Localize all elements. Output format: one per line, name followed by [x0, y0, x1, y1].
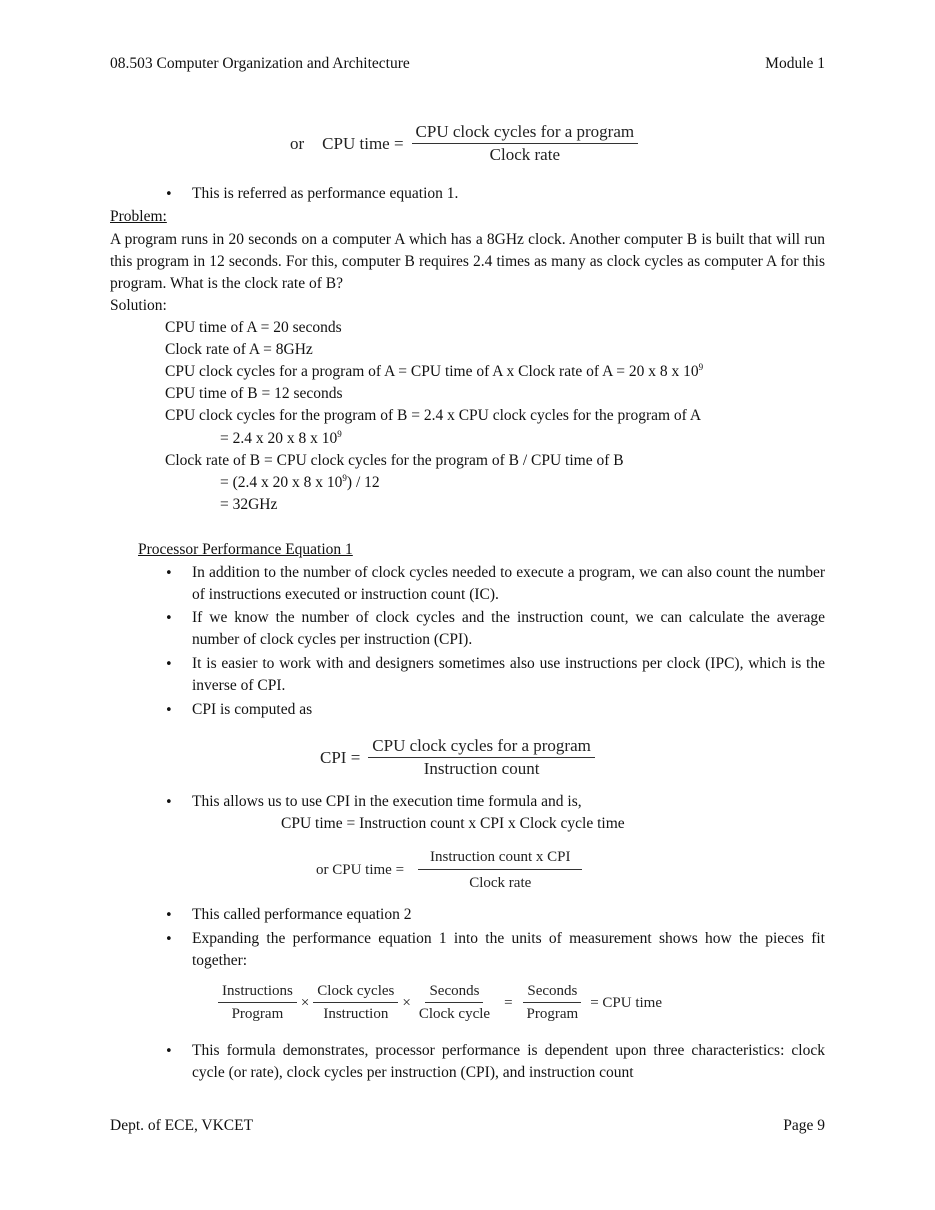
- equation-lhs: CPI =: [320, 747, 361, 767]
- bullet-item: • It is easier to work with and designers sometimes also use instructions per clock (IPC), which is the inverse of CPI.: [165, 653, 825, 697]
- bullet-performance-eq1: • This is referred as performance equation 1.: [165, 183, 825, 205]
- fraction-denominator: Clock rate: [469, 875, 532, 891]
- header-module: Module 1: [765, 55, 825, 72]
- bullet-dot: [165, 1040, 192, 1063]
- fraction: [368, 736, 595, 779]
- fraction: $\frac{\text{Seconds}}{\text{Program}}$: [523, 981, 583, 1024]
- solution-result: = 32GHz: [220, 496, 278, 513]
- footer-department: Dept. of ECE, VKCET: [110, 1117, 254, 1134]
- fraction-denominator: Instruction count: [423, 759, 540, 778]
- section-title: Processor Performance Equation 1: [138, 541, 353, 558]
- solution-line: CPU clock cycles for the program of B = 2.4 x CPU clock cycles for the program of A: [165, 407, 702, 424]
- equation-or: or: [290, 133, 305, 153]
- bullet-dot: [165, 607, 192, 630]
- times-sign: ×: [402, 994, 411, 1011]
- fraction-denominator: Clock rate: [489, 145, 560, 164]
- bullet-dot: [165, 653, 192, 676]
- bullet-dot: [165, 928, 192, 951]
- equation-cpu-time-ic-cpi: [312, 847, 586, 893]
- fraction-numerator: Instruction count x CPI: [418, 847, 582, 870]
- bullet-dot: [165, 904, 192, 927]
- bullet-dot: [165, 562, 192, 585]
- bullet-item: • If we know the number of clock cycles and the instruction count, we can calculate the average number of clock cycles per instruction (CPI).: [165, 607, 825, 651]
- equation-cpi: [316, 736, 599, 779]
- bullet-item: • This called performance equation 2: [165, 904, 825, 926]
- solution-line: Clock rate of A = 8GHz: [165, 341, 313, 358]
- solution-line: = 2.4 x 20 x 8 x $10^9$: [220, 429, 342, 447]
- solution-label: Solution:: [110, 297, 167, 314]
- equation-lhs: CPU time =: [322, 133, 404, 153]
- equals-cpu-time: = CPU time: [590, 994, 663, 1011]
- fraction: $\frac{\text{Instructions}}{\text{Program}}$: [218, 981, 297, 1024]
- bullet-item: • Expanding the performance equation 1 into the units of measurement shows how the pieces fit together:: [165, 928, 825, 972]
- problem-label: Problem:: [110, 208, 167, 225]
- header-course-title: 08.503 Computer Organization and Architecture: [110, 55, 410, 72]
- equation-lhs: or CPU time =: [316, 862, 405, 878]
- bullet-item: • CPI is computed as: [165, 699, 825, 721]
- problem-text: A program runs in 20 seconds on a computer A which has a 8GHz clock. Another computer B is built that will run this program in 12 seconds. For this, computer B requires 2.4 times as many as clock cycles as computer A for this program. What is the clock rate of B?: [110, 231, 825, 292]
- bullet-dot: [165, 183, 192, 206]
- fraction: $\frac{\text{Clock cycles}}{\text{Instruction}}$: [313, 981, 398, 1024]
- solution-line: CPU time of A = 20 seconds: [165, 319, 342, 336]
- equation-units: [214, 981, 666, 1024]
- bullet-dot: [165, 791, 192, 814]
- times-sign: ×: [300, 994, 310, 1011]
- page-header: [110, 53, 825, 75]
- fraction: $\frac{\text{Seconds}}{\text{Clock cycle}}$: [418, 983, 491, 1022]
- footer-page-number: Page 9: [783, 1117, 825, 1134]
- solution-line: = (2.4 x 20 x 8 x $10^9) / 12$: [220, 473, 380, 491]
- bullet-item: • This formula demonstrates, processor performance is dependent upon three characteristics: clock cycle (or rate), clock cycles per instruction (CPI), and instruction count: [165, 1040, 825, 1084]
- equation-cpu-time-clock-rate: [286, 122, 642, 165]
- solution-line: CPU clock cycles for a program of A = CPU time of A x Clock rate of A = 20 x 8 x $10^9$: [165, 362, 704, 380]
- cpu-time-formula-line: CPU time = Instruction count x CPI x Clock cycle time: [281, 815, 625, 832]
- fraction-numerator: CPU clock cycles for a program: [368, 736, 595, 758]
- fraction: [418, 847, 582, 893]
- equals-sign: =: [504, 994, 513, 1011]
- bullet-item: • This allows us to use CPI in the execution time formula and is,: [165, 791, 825, 813]
- bullet-dot: [165, 699, 192, 722]
- fraction: [412, 122, 639, 165]
- page-footer: [110, 1115, 825, 1137]
- fraction-numerator: CPU clock cycles for a program: [412, 122, 639, 144]
- solution-line: Clock rate of B = CPU clock cycles for the program of B / CPU time of B: [165, 452, 624, 469]
- solution-line: CPU time of B = 12 seconds: [165, 385, 343, 402]
- bullet-item: • In addition to the number of clock cycles needed to execute a program, we can also count the number of instructions executed or instruction count (IC).: [165, 562, 825, 606]
